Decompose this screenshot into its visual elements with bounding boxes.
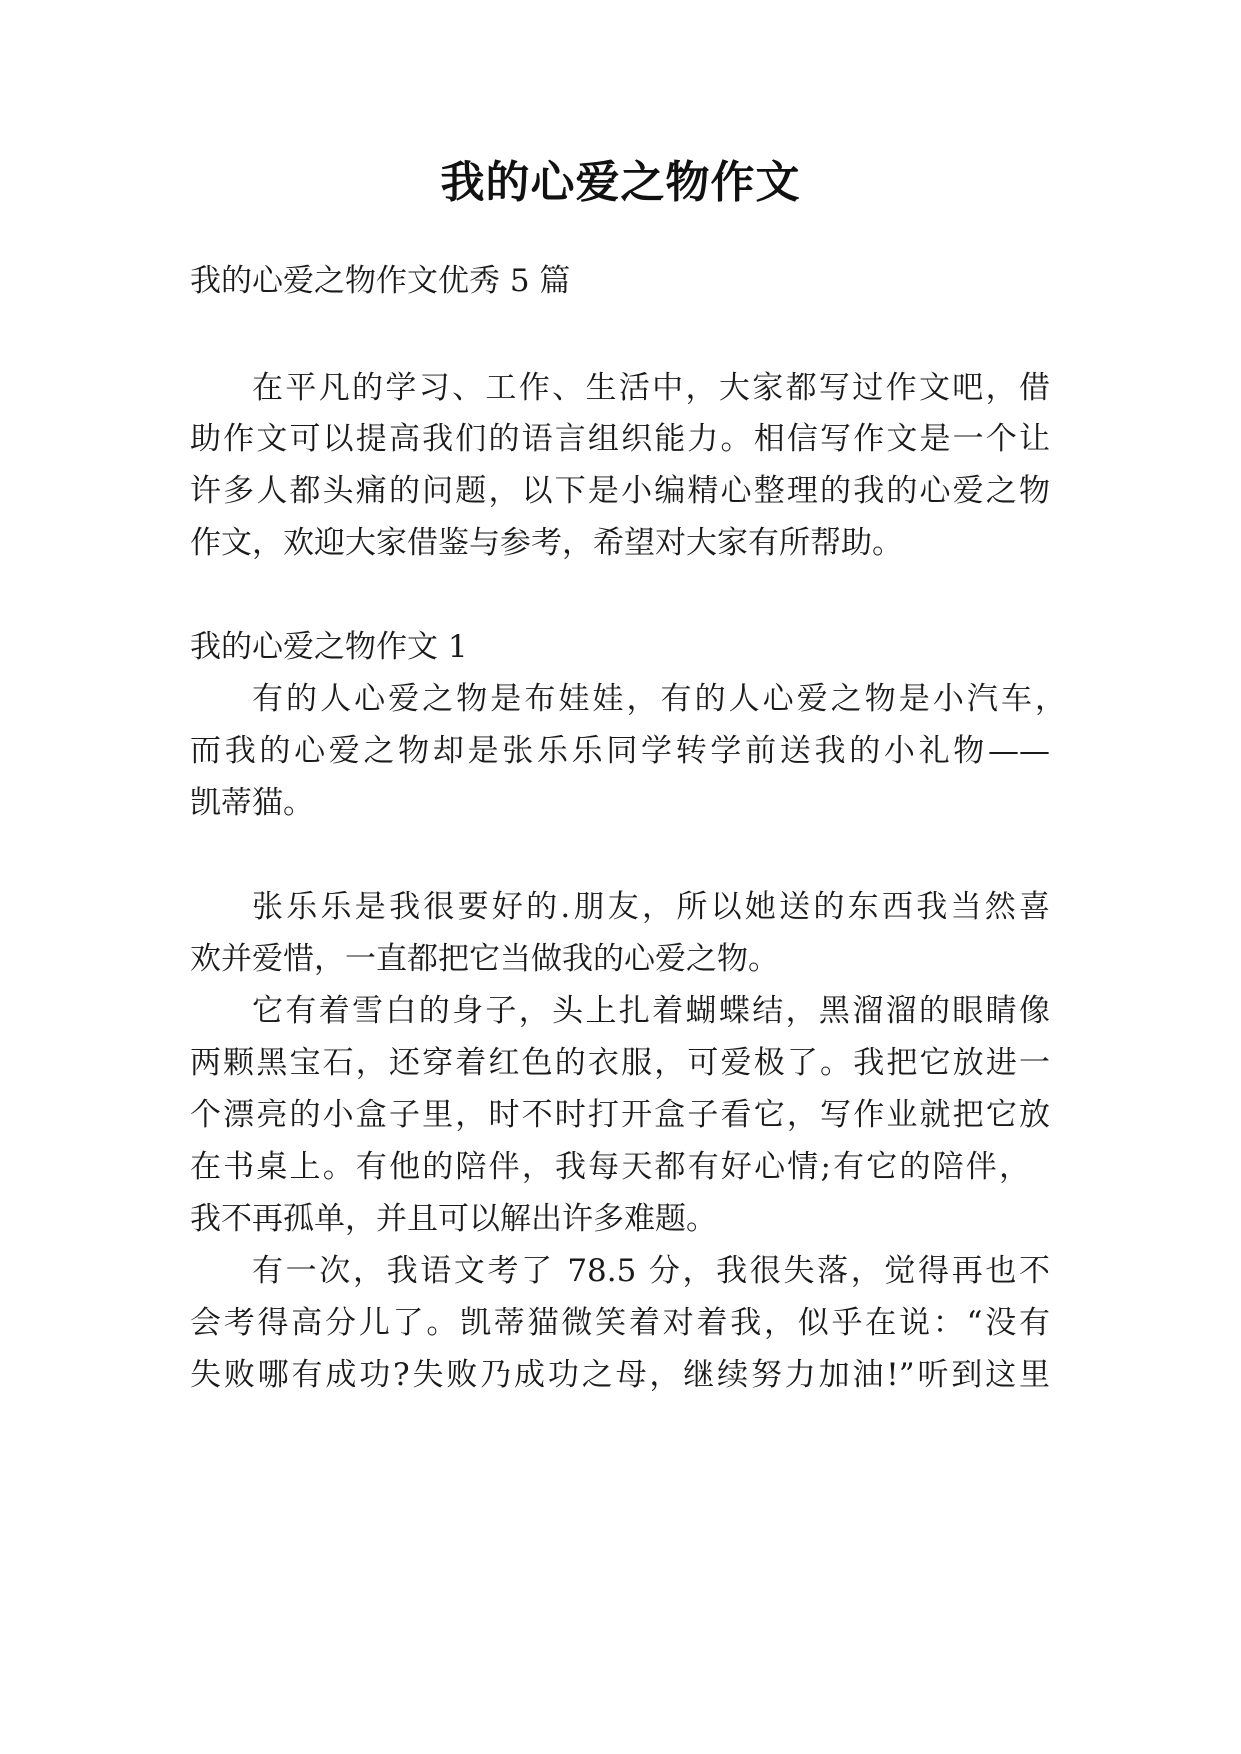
document-subtitle: 我的心爱之物作文优秀 5 篇 [190, 263, 571, 299]
page-title: 我的心爱之物作文 [440, 157, 801, 208]
essay-p3-line-2: 两颗黑宝石，还穿着红色的衣服，可爱极了。我把它放进一 [190, 1045, 1050, 1081]
essay-heading: 我的心爱之物作文 1 [190, 629, 468, 665]
essay-p4-line-3: 失败哪有成功?失败乃成功之母，继续努力加油!”听到这里 [190, 1357, 1050, 1393]
essay-p3-line-4: 在书桌上。有他的陪伴，我每天都有好心情;有它的陪伴， [190, 1149, 1030, 1185]
essay-p3-line-5: 我不再孤单，并且可以解出许多难题。 [190, 1201, 717, 1237]
essay-p1-line-3: 凯蒂猫。 [190, 785, 314, 821]
essay-p1-line-1: 有的人心爱之物是布娃娃，有的人心爱之物是小汽车， [252, 681, 1066, 717]
intro-line-1: 在平凡的学习、工作、生活中，大家都写过作文吧，借 [252, 370, 1050, 406]
essay-p2-line-2: 欢并爱惜，一直都把它当做我的心爱之物。 [190, 941, 779, 977]
essay-p1-line-2: 而我的心爱之物却是张乐乐同学转学前送我的小礼物—— [190, 733, 1050, 769]
essay-p3-line-3: 个漂亮的小盒子里，时不时打开盒子看它，写作业就把它放 [190, 1097, 1050, 1133]
essay-p3-line-1: 它有着雪白的身子，头上扎着蝴蝶结，黑溜溜的眼睛像 [252, 993, 1050, 1029]
intro-line-4: 作文，欢迎大家借鉴与参考，希望对大家有所帮助。 [190, 525, 903, 561]
intro-line-3: 许多人都头痛的问题，以下是小编精心整理的我的心爱之物 [190, 473, 1050, 509]
intro-line-2: 助作文可以提高我们的语言组织能力。相信写作文是一个让 [190, 421, 1050, 457]
essay-p4-line-1: 有一次，我语文考了 78.5 分，我很失落，觉得再也不 [252, 1253, 1050, 1289]
essay-p4-line-2: 会考得高分儿了。凯蒂猫微笑着对着我，似乎在说：“没有 [190, 1305, 1050, 1341]
essay-p2-line-1: 张乐乐是我很要好的.朋友，所以她送的东西我当然喜 [252, 889, 1050, 925]
